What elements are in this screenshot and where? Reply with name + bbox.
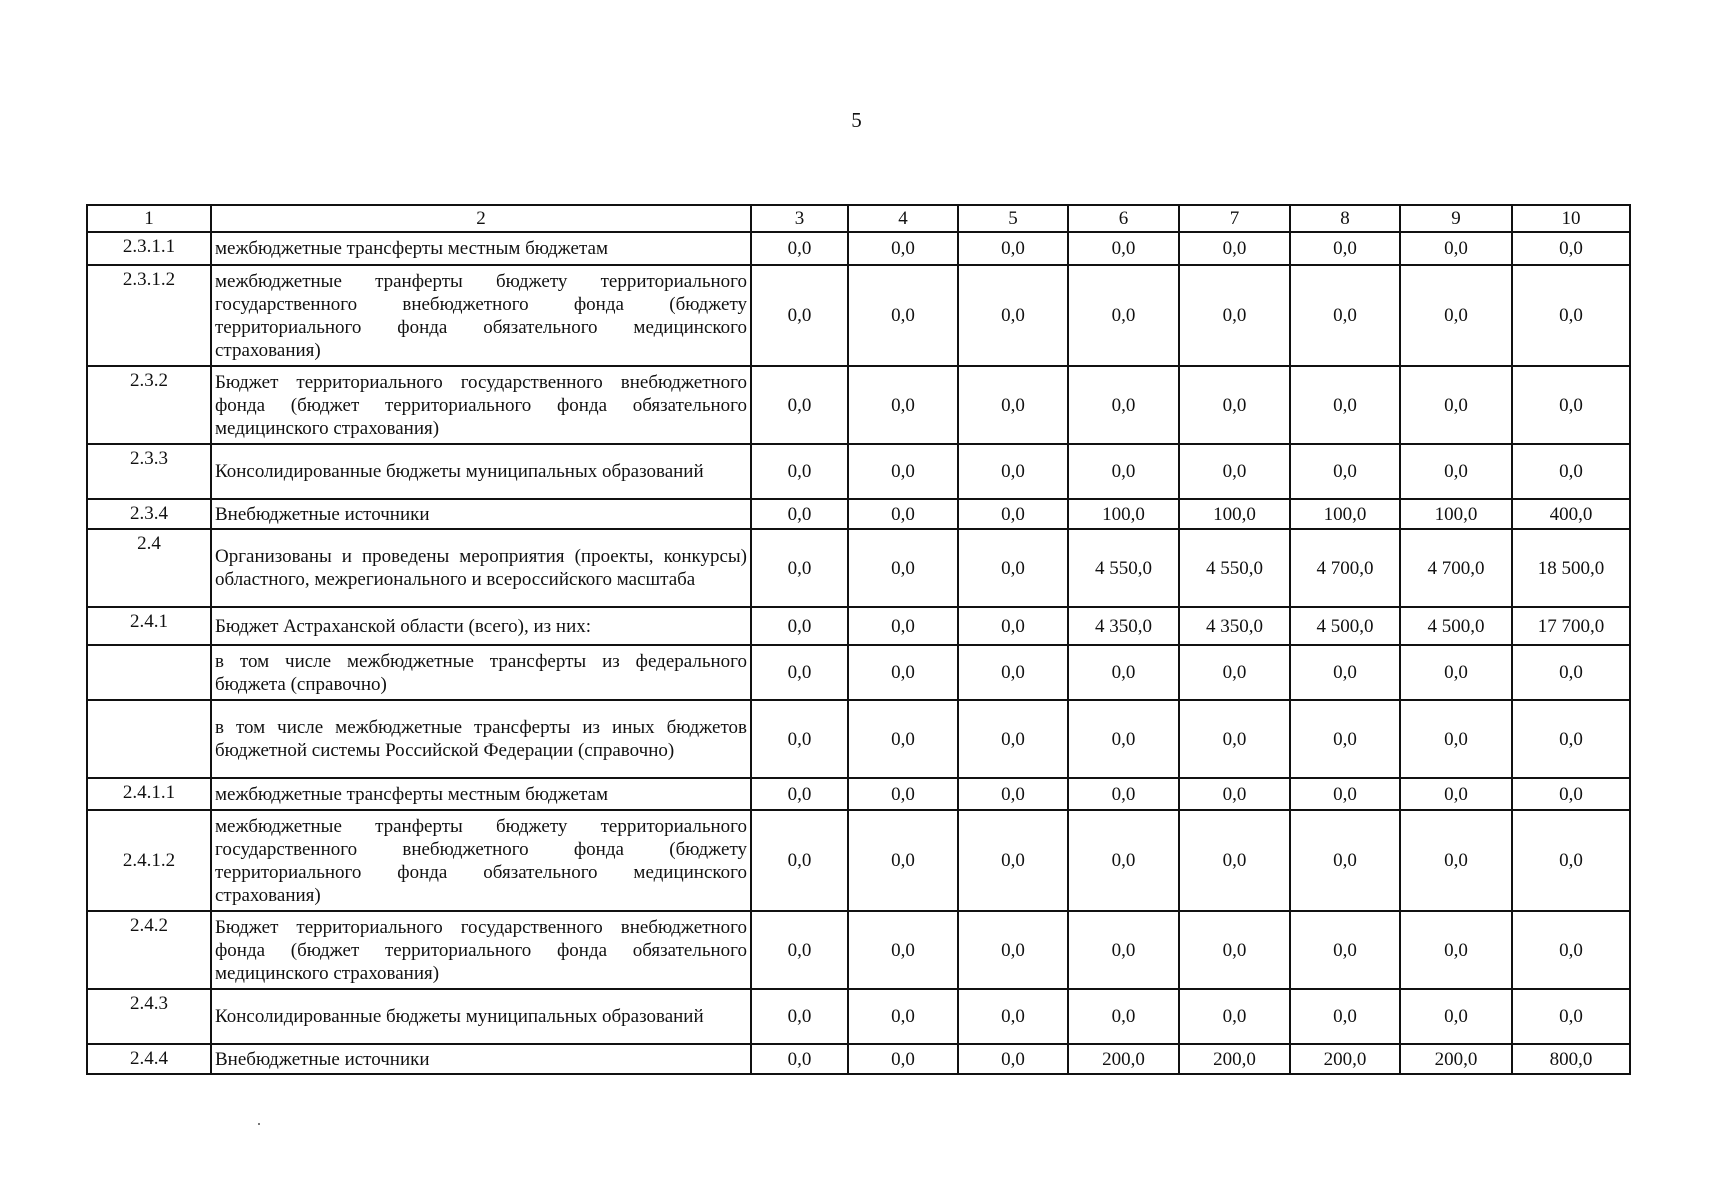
value-cell: 0,0: [1068, 265, 1179, 366]
value-cell: 0,0: [848, 810, 958, 911]
value-cell: 0,0: [751, 265, 848, 366]
value-cell: 0,0: [1179, 265, 1290, 366]
row-description: Консолидированные бюджеты муниципальных образований: [211, 444, 751, 499]
value-cell: 0,0: [958, 1044, 1068, 1074]
row-description: межбюджетные транферты бюджету территориального государственного внебюджетного фонда (бюджету территориального фонда обязательного медицинского страхования): [211, 810, 751, 911]
table-row: [87, 778, 1630, 810]
table-row: [87, 810, 1630, 911]
value-cell: 0,0: [848, 911, 958, 989]
value-cell: 0,0: [1512, 989, 1630, 1044]
table-row: [87, 232, 1630, 265]
value-cell: 0,0: [751, 911, 848, 989]
table-row: [87, 444, 1630, 499]
row-code: 2.3.2: [87, 366, 211, 444]
value-cell: 0,0: [958, 265, 1068, 366]
value-cell: 0,0: [1179, 989, 1290, 1044]
column-header: 7: [1179, 205, 1290, 232]
row-description: межбюджетные трансферты местным бюджетам: [211, 778, 751, 810]
value-cell: 400,0: [1512, 499, 1630, 529]
value-cell: 0,0: [1400, 265, 1512, 366]
value-cell: 0,0: [1068, 700, 1179, 778]
value-cell: 0,0: [1290, 232, 1400, 265]
value-cell: 0,0: [848, 232, 958, 265]
column-header: 4: [848, 205, 958, 232]
column-header: 3: [751, 205, 848, 232]
value-cell: 4 700,0: [1290, 529, 1400, 607]
value-cell: 4 550,0: [1068, 529, 1179, 607]
value-cell: 0,0: [1179, 444, 1290, 499]
value-cell: 0,0: [1290, 810, 1400, 911]
value-cell: 0,0: [751, 232, 848, 265]
value-cell: 0,0: [1068, 232, 1179, 265]
value-cell: 0,0: [848, 499, 958, 529]
row-code: 2.4.1.1: [87, 778, 211, 810]
value-cell: 100,0: [1290, 499, 1400, 529]
value-cell: 0,0: [751, 444, 848, 499]
value-cell: 0,0: [1290, 645, 1400, 700]
row-description: Внебюджетные источники: [211, 1044, 751, 1074]
value-cell: 0,0: [848, 529, 958, 607]
value-cell: 0,0: [751, 366, 848, 444]
row-code: 2.3.1.1: [87, 232, 211, 265]
value-cell: 0,0: [751, 499, 848, 529]
value-cell: 0,0: [1068, 366, 1179, 444]
value-cell: 0,0: [1400, 444, 1512, 499]
value-cell: 0,0: [1512, 810, 1630, 911]
table-row: [87, 607, 1630, 645]
value-cell: 17 700,0: [1512, 607, 1630, 645]
value-cell: 4 700,0: [1400, 529, 1512, 607]
row-description: Внебюджетные источники: [211, 499, 751, 529]
value-cell: 0,0: [1400, 810, 1512, 911]
value-cell: 200,0: [1290, 1044, 1400, 1074]
value-cell: 0,0: [1068, 444, 1179, 499]
value-cell: 0,0: [751, 1044, 848, 1074]
value-cell: 200,0: [1400, 1044, 1512, 1074]
value-cell: 4 350,0: [1179, 607, 1290, 645]
value-cell: 0,0: [958, 911, 1068, 989]
value-cell: 0,0: [1512, 366, 1630, 444]
value-cell: 0,0: [1179, 778, 1290, 810]
row-description: в том числе межбюджетные трансферты из федерального бюджета (справочно): [211, 645, 751, 700]
value-cell: 0,0: [848, 645, 958, 700]
value-cell: 0,0: [848, 366, 958, 444]
value-cell: 100,0: [1400, 499, 1512, 529]
value-cell: 0,0: [751, 810, 848, 911]
row-code: 2.4.2: [87, 911, 211, 989]
budget-table: [86, 204, 1631, 1075]
value-cell: 0,0: [1512, 778, 1630, 810]
value-cell: 0,0: [958, 778, 1068, 810]
row-description: Бюджет Астраханской области (всего), из них:: [211, 607, 751, 645]
value-cell: 18 500,0: [1512, 529, 1630, 607]
value-cell: 4 350,0: [1068, 607, 1179, 645]
value-cell: 800,0: [1512, 1044, 1630, 1074]
value-cell: 0,0: [1068, 810, 1179, 911]
value-cell: 0,0: [1400, 232, 1512, 265]
row-code: 2.3.1.2: [87, 265, 211, 366]
value-cell: 0,0: [751, 778, 848, 810]
row-code: [87, 645, 211, 700]
table-row: [87, 700, 1630, 778]
value-cell: 0,0: [1290, 778, 1400, 810]
column-header: 1: [87, 205, 211, 232]
value-cell: 0,0: [751, 645, 848, 700]
value-cell: 0,0: [1290, 989, 1400, 1044]
value-cell: 0,0: [1068, 911, 1179, 989]
value-cell: 0,0: [1179, 232, 1290, 265]
column-header: 5: [958, 205, 1068, 232]
value-cell: 100,0: [1179, 499, 1290, 529]
row-description: Бюджет территориального государственного внебюджетного фонда (бюджет территориального фонда обязательного медицинского страхования): [211, 911, 751, 989]
value-cell: 0,0: [958, 366, 1068, 444]
value-cell: 0,0: [1290, 366, 1400, 444]
value-cell: 0,0: [848, 778, 958, 810]
value-cell: 4 500,0: [1400, 607, 1512, 645]
value-cell: 0,0: [958, 529, 1068, 607]
value-cell: 0,0: [958, 607, 1068, 645]
row-description: Организованы и проведены мероприятия (проекты, конкурсы) областного, межрегионального и всероссийского масштаба: [211, 529, 751, 607]
column-header: 8: [1290, 205, 1400, 232]
row-code: 2.4: [87, 529, 211, 607]
column-header: 9: [1400, 205, 1512, 232]
value-cell: 0,0: [848, 1044, 958, 1074]
table-row: [87, 499, 1630, 529]
value-cell: 0,0: [848, 265, 958, 366]
table-row: [87, 366, 1630, 444]
row-description: межбюджетные трансферты местным бюджетам: [211, 232, 751, 265]
value-cell: 0,0: [958, 989, 1068, 1044]
value-cell: 100,0: [1068, 499, 1179, 529]
row-code: [87, 700, 211, 778]
value-cell: 0,0: [1179, 366, 1290, 444]
value-cell: 0,0: [1179, 700, 1290, 778]
value-cell: 0,0: [1400, 366, 1512, 444]
value-cell: 0,0: [1068, 645, 1179, 700]
value-cell: 0,0: [848, 607, 958, 645]
value-cell: 0,0: [751, 989, 848, 1044]
row-code: 2.4.4: [87, 1044, 211, 1074]
value-cell: 0,0: [1400, 645, 1512, 700]
value-cell: 0,0: [1512, 645, 1630, 700]
value-cell: 0,0: [958, 499, 1068, 529]
value-cell: 0,0: [751, 607, 848, 645]
value-cell: 0,0: [958, 444, 1068, 499]
row-code: 2.3.4: [87, 499, 211, 529]
value-cell: 0,0: [1290, 265, 1400, 366]
table-row: [87, 529, 1630, 607]
table-row: [87, 265, 1630, 366]
table-header-row: [87, 205, 1630, 232]
value-cell: 0,0: [1400, 989, 1512, 1044]
value-cell: 0,0: [848, 700, 958, 778]
value-cell: 0,0: [848, 444, 958, 499]
value-cell: 0,0: [1512, 700, 1630, 778]
value-cell: 0,0: [958, 700, 1068, 778]
value-cell: 0,0: [1068, 989, 1179, 1044]
value-cell: 0,0: [1400, 911, 1512, 989]
value-cell: 0,0: [1400, 700, 1512, 778]
value-cell: 0,0: [751, 700, 848, 778]
value-cell: 0,0: [1400, 778, 1512, 810]
row-description: Бюджет территориального государственного внебюджетного фонда (бюджет территориального фонда обязательного медицинского страхования): [211, 366, 751, 444]
value-cell: 200,0: [1179, 1044, 1290, 1074]
row-code: 2.4.1.2: [87, 810, 211, 911]
value-cell: 0,0: [958, 810, 1068, 911]
table-row: [87, 911, 1630, 989]
value-cell: 0,0: [958, 645, 1068, 700]
value-cell: 0,0: [1068, 778, 1179, 810]
row-code: 2.4.3: [87, 989, 211, 1044]
value-cell: 0,0: [1512, 911, 1630, 989]
column-header: 10: [1512, 205, 1630, 232]
value-cell: 0,0: [1179, 645, 1290, 700]
table-row: [87, 1044, 1630, 1074]
value-cell: 0,0: [1512, 232, 1630, 265]
table-row: [87, 989, 1630, 1044]
value-cell: 0,0: [751, 529, 848, 607]
value-cell: 0,0: [1290, 911, 1400, 989]
value-cell: 0,0: [958, 232, 1068, 265]
row-description: в том числе межбюджетные трансферты из иных бюджетов бюджетной системы Российской Федерации (справочно): [211, 700, 751, 778]
value-cell: 4 500,0: [1290, 607, 1400, 645]
value-cell: 0,0: [1179, 810, 1290, 911]
row-code: 2.4.1: [87, 607, 211, 645]
value-cell: 0,0: [1290, 444, 1400, 499]
column-header: 2: [211, 205, 751, 232]
value-cell: 4 550,0: [1179, 529, 1290, 607]
value-cell: 0,0: [1290, 700, 1400, 778]
row-code: 2.3.3: [87, 444, 211, 499]
table-row: [87, 645, 1630, 700]
row-description: Консолидированные бюджеты муниципальных образований: [211, 989, 751, 1044]
scan-speck: [258, 1123, 260, 1125]
value-cell: 0,0: [1512, 444, 1630, 499]
value-cell: 200,0: [1068, 1044, 1179, 1074]
value-cell: 0,0: [1179, 911, 1290, 989]
column-header: 6: [1068, 205, 1179, 232]
value-cell: 0,0: [1512, 265, 1630, 366]
row-description: межбюджетные транферты бюджету территориального государственного внебюджетного фонда (бюджету территориального фонда обязательного медицинского страхования): [211, 265, 751, 366]
page-number: 5: [851, 108, 862, 132]
value-cell: 0,0: [848, 989, 958, 1044]
